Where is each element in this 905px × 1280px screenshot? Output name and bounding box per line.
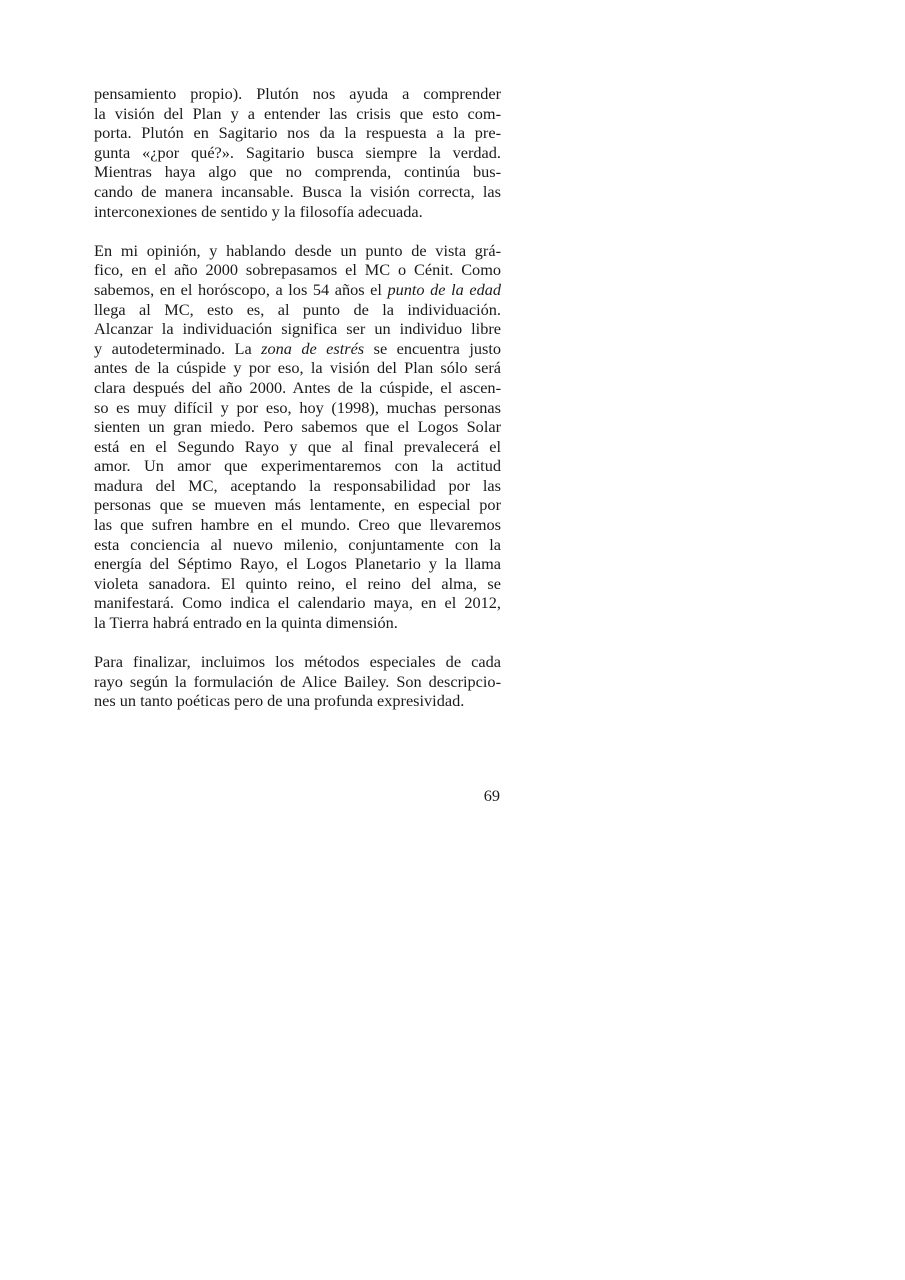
text-line: so es muy difícil y por eso, hoy (1998), muchas personas — [94, 397, 501, 417]
text-line: está en el Segundo Rayo y que al final prevalecerá el — [94, 436, 501, 456]
text-line: interconexiones de sentido y la filosofía adecuada. — [94, 201, 423, 221]
text-segment: y autodeterminado. La — [94, 338, 262, 358]
text-line: llega al MC, esto es, al punto de la individuación. — [94, 299, 501, 319]
italic-term: punto de la edad — [387, 279, 501, 299]
text-line: la Tierra habrá entrado en la quinta dimensión. — [94, 613, 398, 633]
text-line: amor. Un amor que experimentaremos con la actitud — [94, 456, 501, 476]
text-line: nes un tanto poéticas pero de una profunda expresividad. — [94, 691, 465, 711]
text-line: clara después del año 2000. Antes de la cúspide, el ascen- — [94, 377, 501, 397]
text-line: sienten un gran miedo. Pero sabemos que el Logos Solar — [94, 417, 501, 437]
text-line: manifestará. Como indica el calendario maya, en el 2012, — [94, 593, 501, 613]
italic-term: zona de estrés — [261, 338, 365, 358]
body-text — [94, 84, 501, 711]
text-line: antes de la cúspide y por eso, la visión del Plan sólo será — [94, 358, 501, 378]
text-line: porta. Plutón en Sagitario nos da la respuesta a la pre- — [94, 123, 501, 143]
paragraph-gap — [94, 221, 501, 241]
text-line — [94, 280, 501, 300]
text-line: rayo según la formulación de Alice Bailey. Son descripcio- — [94, 671, 501, 691]
paragraph-1 — [94, 84, 501, 221]
page-number: 69 — [483, 786, 500, 805]
text-line: la visión del Plan y a entender las crisis que esto com- — [94, 103, 501, 123]
text-line: madura del MC, aceptando la responsabilidad por las — [94, 475, 501, 495]
text-line: pensamiento propio). Plutón nos ayuda a comprender — [94, 84, 501, 103]
text-line: gunta «¿por qué?». Sagitario busca siempre la verdad. — [94, 142, 501, 162]
paragraph-2 — [94, 241, 501, 633]
text-line: Mientras haya algo que no comprenda, continúa bus- — [94, 162, 501, 182]
text-line: cando de manera incansable. Busca la visión correcta, las — [94, 181, 501, 201]
text-line: personas que se mueven más lentamente, en especial por — [94, 495, 501, 515]
paragraph-gap — [94, 633, 501, 653]
text-line: En mi opinión, y hablando desde un punto de vista grá- — [94, 240, 501, 260]
text-line: Alcanzar la individuación significa ser un individuo libre — [94, 319, 501, 339]
text-line — [94, 339, 501, 359]
text-line: Para finalizar, incluimos los métodos especiales de cada — [94, 652, 501, 672]
text-line: esta conciencia al nuevo milenio, conjuntamente con la — [94, 534, 501, 554]
text-segment: se encuentra justo — [364, 338, 502, 358]
text-segment: sabemos, en el horóscopo, a los 54 años el — [94, 279, 388, 299]
paragraph-3 — [94, 652, 501, 711]
text-line: energía del Séptimo Rayo, el Logos Planetario y la llama — [94, 554, 501, 574]
text-line: fico, en el año 2000 sobrepasamos el MC o Cénit. Como — [94, 260, 501, 280]
text-line: violeta sanadora. El quinto reino, el reino del alma, se — [94, 573, 501, 593]
text-line: las que sufren hambre en el mundo. Creo que llevaremos — [94, 515, 501, 535]
